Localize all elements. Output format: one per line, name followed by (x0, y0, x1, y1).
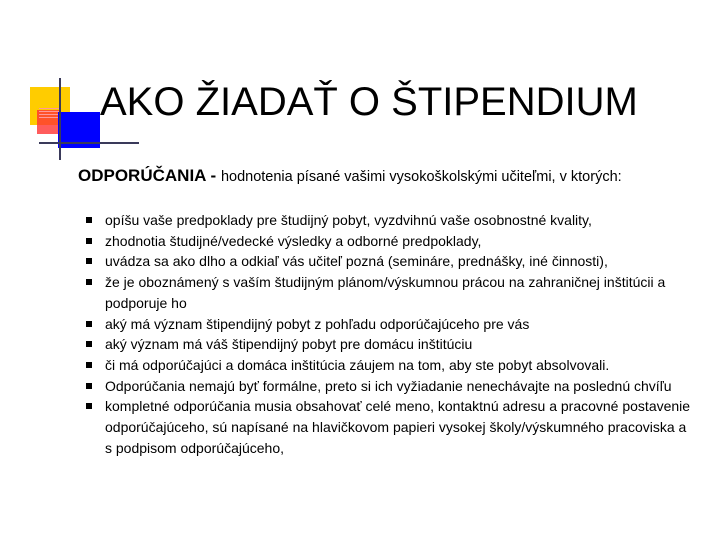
subheading (78, 166, 622, 186)
bullet-icon (86, 341, 92, 347)
bullet-icon (86, 258, 92, 264)
list-item (86, 231, 696, 252)
list-item (86, 314, 696, 335)
list-item-text: opíšu vaše predpoklady pre študijný pobyt, vyzdvihnú vaše osobnostné kvality, (105, 212, 592, 228)
list-item-text: že je oboznámený s vaším študijným plánom/výskumnou prácou na zahraničnej inštitúcii a podporuje ho (105, 274, 666, 311)
bullet-icon (86, 362, 92, 368)
list-item (86, 272, 696, 313)
list-item-text: kompletné odporúčania musia obsahovať celé meno, kontaktnú adresu a pracovné postavenie odporúčajúceho, sú napísané na hlavičkovom papieri vysokej školy/výskumného pracoviska a s podpisom odporúčajúceho, (105, 398, 691, 456)
bullet-icon (86, 403, 92, 409)
subheading-text: hodnotenia písané vašimi vysokoškolskými učiteľmi, v ktorých: (220, 169, 622, 185)
list-item-text: zhodnotia študijné/vedecké výsledky a odborné predpoklady, (105, 232, 482, 249)
decor-horizontal-line (39, 142, 139, 144)
list-item-text: aký význam má váš štipendijný pobyt pre domácu inštitúciu (105, 336, 473, 353)
list-item (86, 210, 696, 231)
list-item (86, 251, 696, 272)
list-item-text: či má odporúčajúci a domáca inštitúcia záujem na tom, aby ste pobyt absolvovali. (105, 356, 610, 373)
list-item (86, 376, 696, 397)
bullet-list (86, 210, 696, 458)
decor-vertical-line (59, 78, 61, 160)
slide-title: AKO ŽIADAŤ O ŠTIPENDIUM (100, 80, 638, 124)
list-item (86, 396, 696, 458)
bullet-icon (86, 383, 92, 389)
bullet-icon (86, 217, 92, 223)
list-item-text: uvádza sa ako dlho a odkiaľ vás učiteľ pozná (semináre, prednášky, iné činnosti), (105, 253, 608, 270)
bullet-icon (86, 321, 92, 327)
list-item-text: aký má význam štipendijný pobyt z pohľadu odporúčajúceho pre vás (105, 315, 530, 332)
list-item (86, 334, 696, 355)
list-item (86, 355, 696, 376)
subheading-label: ODPORÚČANIA - (78, 166, 221, 185)
list-item-text: Odporúčania nemajú byť formálne, preto si ich vyžiadanie nenechávajte na poslednú chvíľu (105, 377, 672, 394)
bullet-icon (86, 238, 92, 244)
bullet-icon (86, 279, 92, 285)
